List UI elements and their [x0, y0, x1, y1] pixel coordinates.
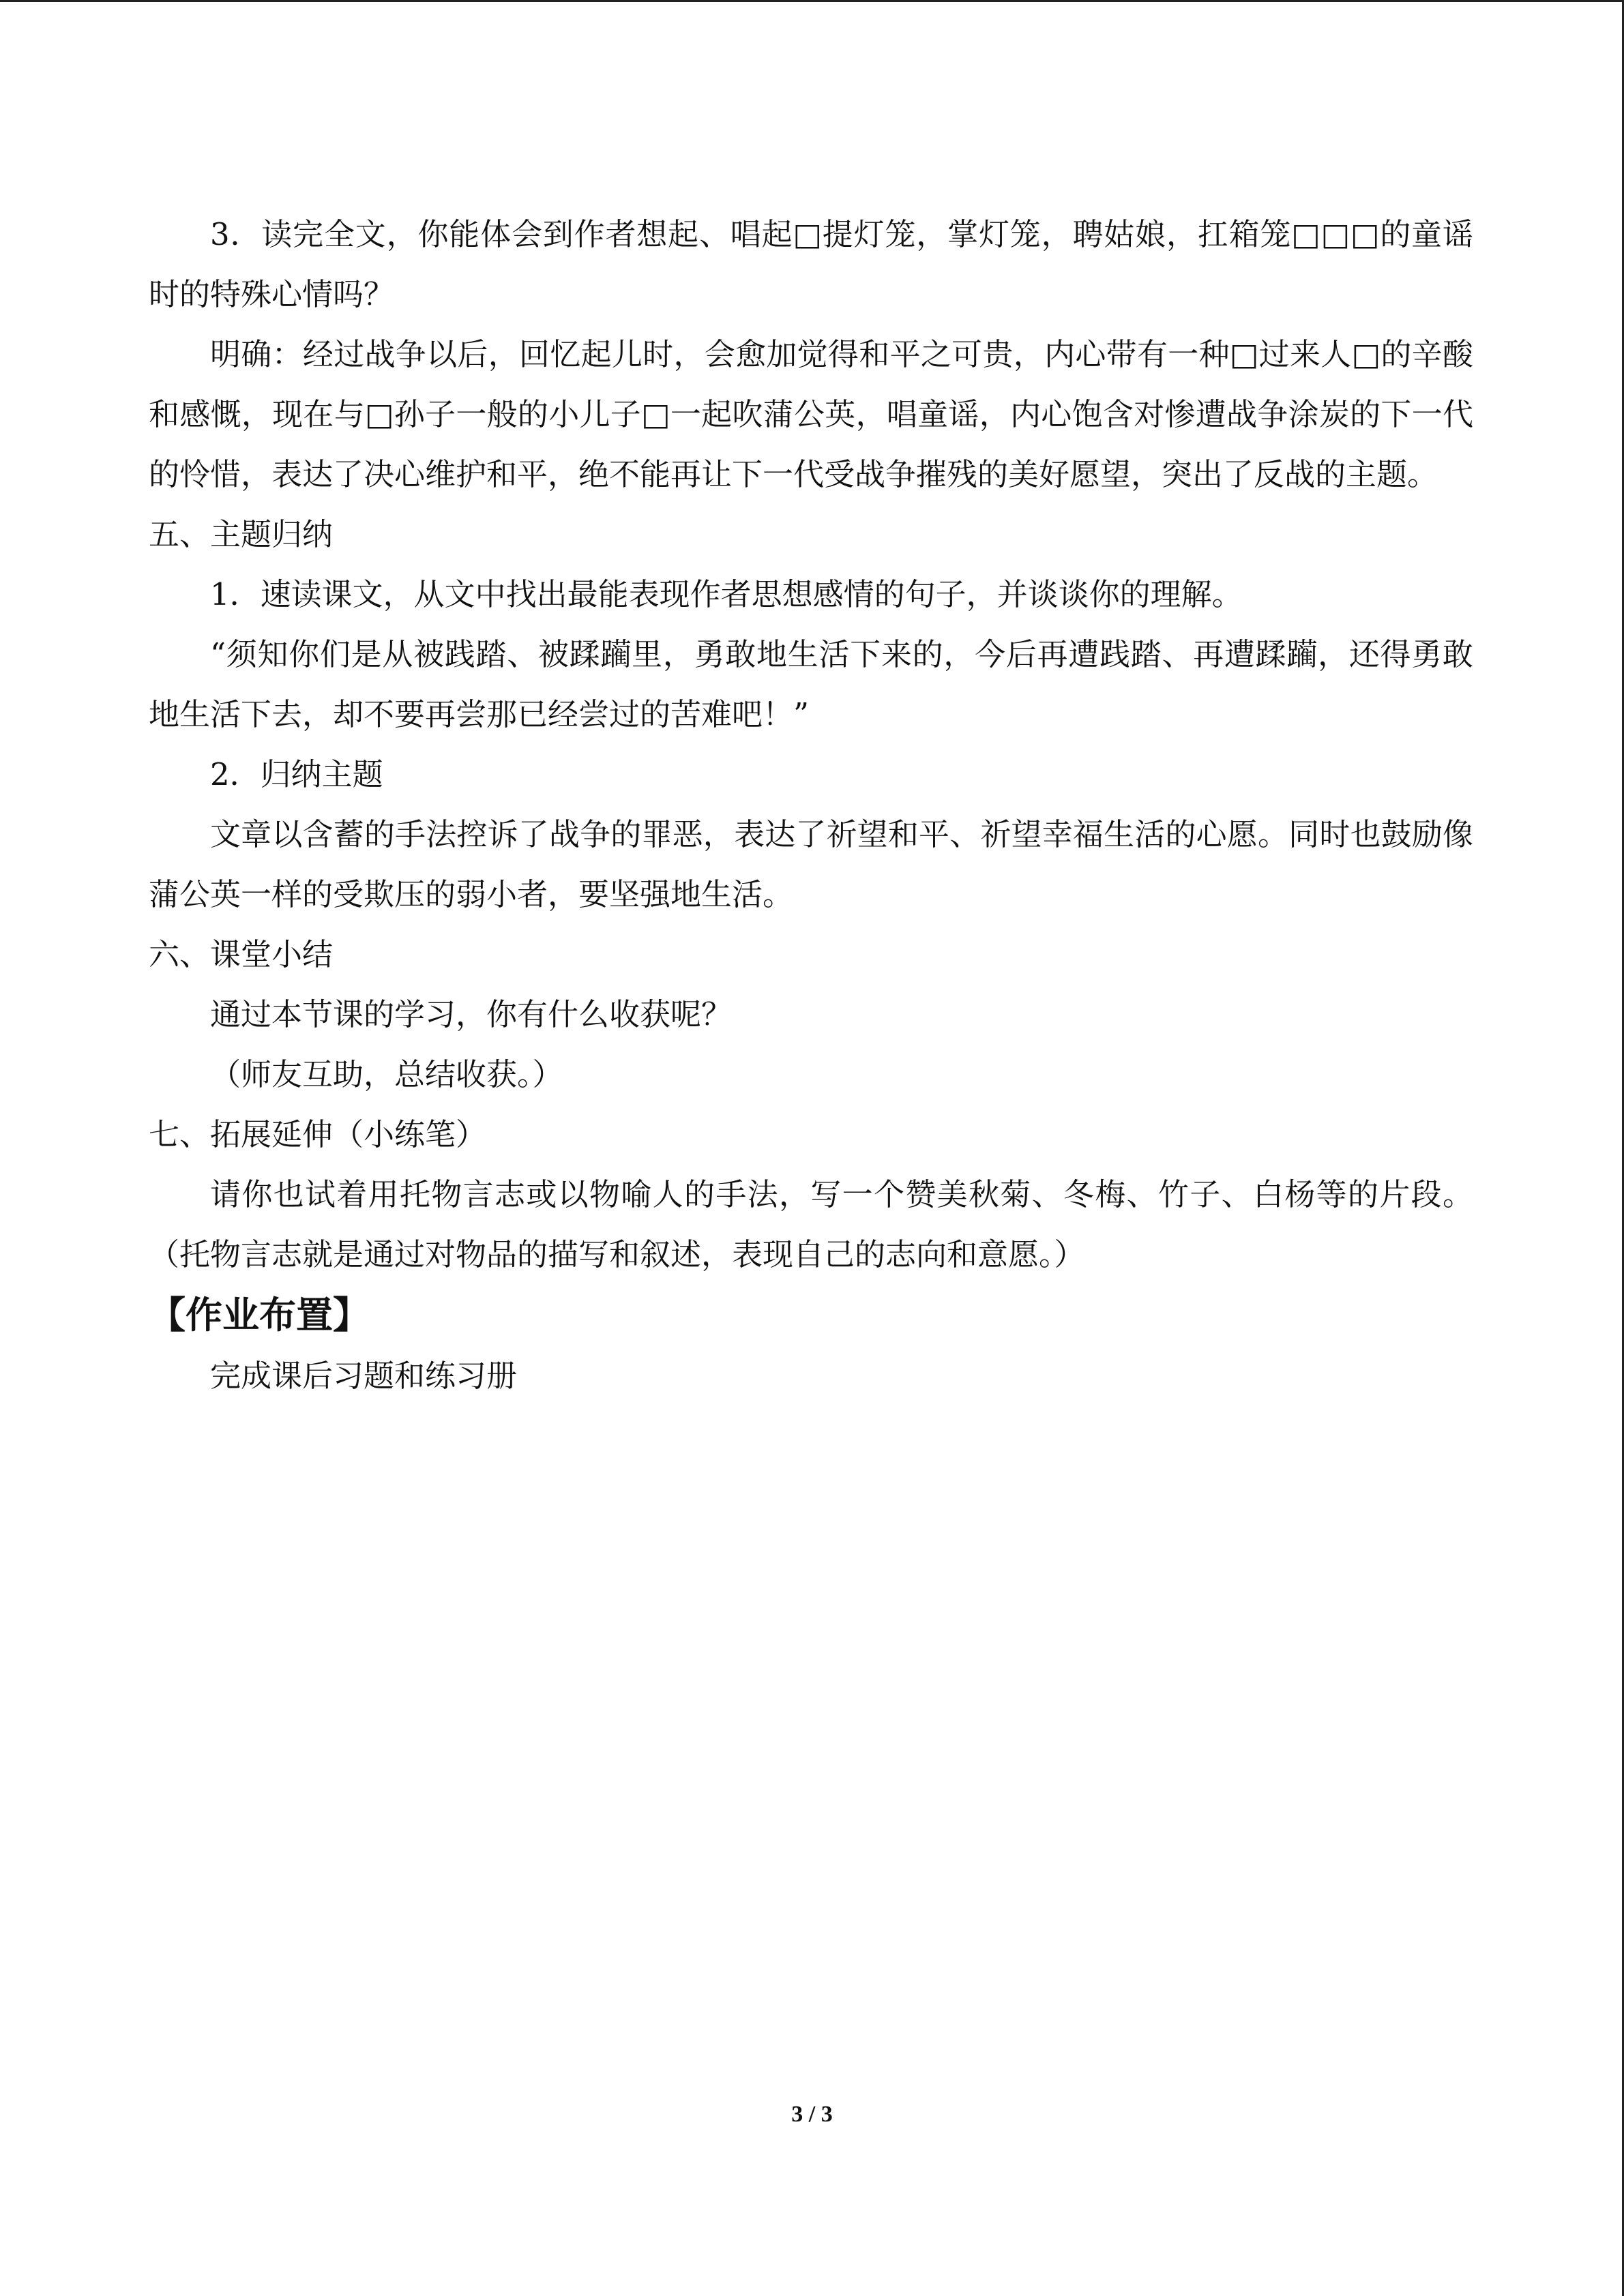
page-number: 3 / 3 — [791, 2102, 833, 2127]
homework-heading: 【作业布置】 — [149, 1294, 370, 1337]
section-5-item-1: 1．速读课文，从文中找出最能表现作者思想感情的句子，并谈谈你的理解。 — [210, 576, 1243, 612]
section-6-title: 六、课堂小结 — [149, 936, 334, 972]
page-top-border — [0, 0, 1624, 2]
section-5-theme: 文章以含蓄的手法控诉了战争的罪恶，表达了祈望和平、祈望幸福生活的心愿。同时也鼓励像蒲公英一样的受欺压的弱小者，要坚强地生活。 — [149, 816, 1473, 912]
section-5-item-2: 2．归纳主题 — [210, 756, 383, 792]
section-7-title: 七、拓展延伸（小练笔） — [149, 1116, 487, 1152]
document-body — [149, 205, 1473, 1406]
question-3-answer: 明确：经过战争以后，回忆起儿时，会愈加觉得和平之可贵，内心带有一种□过来人□的辛酸和感慨，现在与□孙子一般的小儿子□一起吹蒲公英，唱童谣，内心饱含对惨遭战争涂炭的下一代的怜惜，表达了决心维护和平，绝不能再让下一代受战争摧残的美好愿望，突出了反战的主题。 — [149, 336, 1473, 492]
section-5-title: 五、主题归纳 — [149, 516, 334, 552]
section-7-task: 请你也试着用托物言志或以物喻人的手法，写一个赞美秋菊、冬梅、竹子、白杨等的片段。（托物言志就是通过对物品的描写和叙述，表现自己的志向和意愿。） — [149, 1176, 1473, 1272]
homework-text: 完成课后习题和练习册 — [210, 1358, 518, 1394]
section-6-question: 通过本节课的学习，你有什么收获呢？ — [210, 996, 733, 1032]
section-5-quote: “须知你们是从被践踏、被蹂躏里，勇敢地生活下来的，今后再遭践踏、再遭蹂躏，还得勇敢地生活下去，却不要再尝那已经尝过的苦难吧！” — [149, 636, 1473, 732]
section-6-note: （师友互助，总结收获。） — [210, 1056, 563, 1092]
question-3: 3．读完全文，你能体会到作者想起、唱起□提灯笼，掌灯笼，聘姑娘，扛箱笼□□□的童谣时的特殊心情吗？ — [149, 216, 1473, 312]
